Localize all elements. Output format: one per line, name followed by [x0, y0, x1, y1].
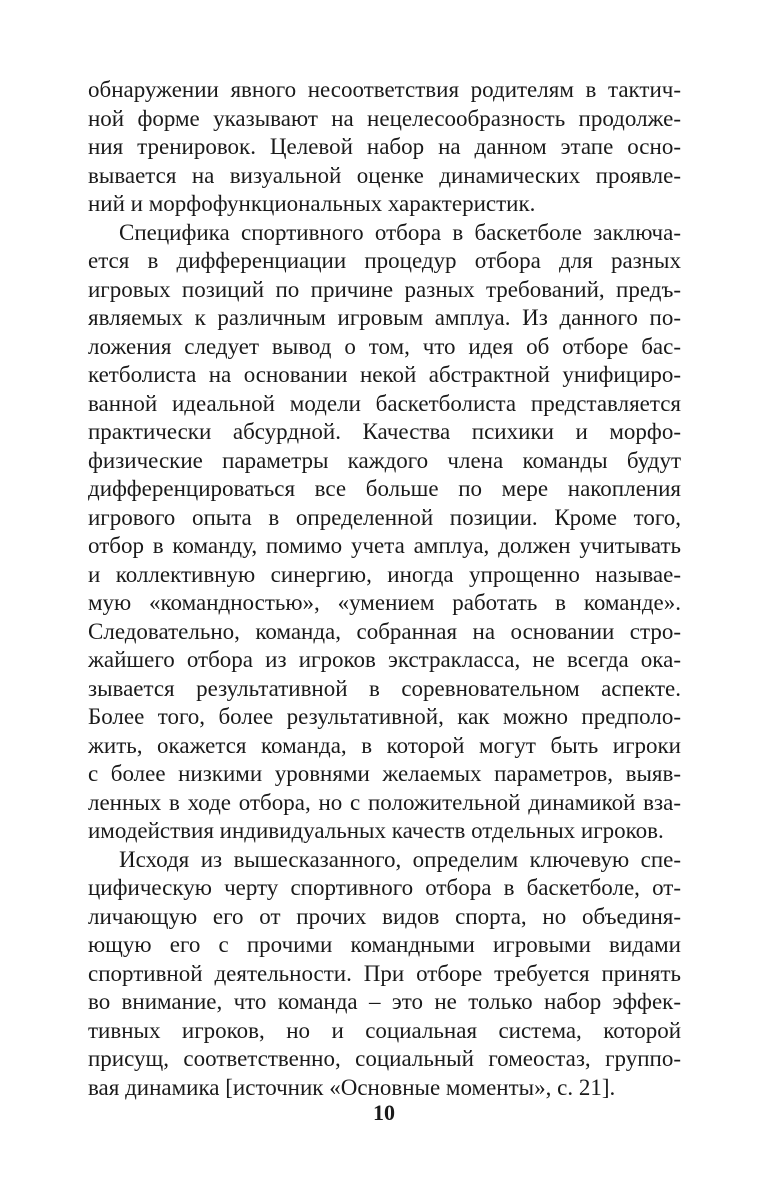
text-line: игрового опыта в определенной позиции. Кроме того, [88, 504, 681, 530]
text-line: кетболиста на основании некой абстрактной унифициро- [88, 362, 681, 387]
text-line: с более низкими уровнями желаемых параметров, выяв- [88, 761, 681, 786]
text-line: жить, окажется команда, в которой могут быть игроки [88, 732, 681, 758]
text-line: вывается на визуальной оценке динамических проявле- [88, 162, 681, 188]
text-line: жайшего отбора из игроков экстракласса, не всегда ока- [88, 647, 681, 672]
text-line: практически абсурдной. Качества психики и морфо- [88, 419, 681, 444]
text-line: игровых позиций по причине разных требований, предъ- [88, 276, 681, 302]
text-line: являемых к различным игровым амплуа. Из данного по- [88, 305, 681, 330]
text-line: Исходя из вышесказанного, определим ключевую спе- [119, 846, 681, 872]
text-line: присущ, соответственно, социальный гомеостаз, группо- [88, 1046, 681, 1071]
text-line: ется в дифференциации процедур отбора для разных [88, 248, 681, 273]
text-line: личающую его от прочих видов спорта, но объединя- [88, 903, 681, 929]
text-line: ния тренировок. Целевой набор на данном этапе осно- [88, 134, 681, 159]
paragraph [88, 846, 681, 1103]
text-line: зывается результативной в соревновательном аспекте. [88, 675, 681, 701]
text-line: физические параметры каждого члена команды будут [88, 447, 681, 473]
text-line: тивных игроков, но и социальная система, которой [88, 1017, 681, 1043]
text-line: мую «командностью», «умением работать в команде». [88, 590, 681, 615]
text-line: во внимание, что команда – это не только набор эффек- [88, 989, 681, 1014]
page-body [88, 76, 681, 1102]
text-line: дифференцироваться все больше по мере накопления [88, 476, 681, 501]
text-line: вая динамика [источник «Основные моменты», с. 21]. [88, 1074, 616, 1100]
text-line: отбор в команду, помимо учета амплуа, должен учитывать [88, 533, 681, 558]
paragraph [88, 76, 681, 219]
text-line: ванной идеальной модели баскетболиста представляется [88, 390, 681, 416]
page-number: 10 [373, 1100, 395, 1125]
text-line: цифическую черту спортивного отбора в баскетболе, от- [88, 875, 681, 900]
text-line: ной форме указывают на нецелесообразность продолже- [88, 105, 681, 131]
text-line: обнаружении явного несоответствия родителям в тактич- [88, 77, 681, 102]
text-line: Более того, более результативной, как можно предполо- [88, 704, 681, 729]
text-line: ний и морфофункциональных характеристик. [88, 191, 536, 216]
text-line: и коллективную синергию, иногда упрощенно называе- [88, 561, 681, 587]
text-line: спортивной деятельности. При отборе требуется принять [88, 960, 681, 986]
text-line: Следовательно, команда, собранная на основании стро- [88, 618, 681, 644]
text-line: имодействия индивидуальных качеств отдельных игроков. [88, 818, 664, 843]
text-line: Специфика спортивного отбора в баскетболе заключа- [119, 219, 681, 245]
text-line: ющую его с прочими командными игровыми видами [88, 932, 681, 957]
text-line: ленных в ходе отбора, но с положительной динамикой вза- [88, 789, 681, 815]
text-line: ложения следует вывод о том, что идея об отборе бас- [88, 333, 681, 359]
paragraph [88, 219, 681, 846]
